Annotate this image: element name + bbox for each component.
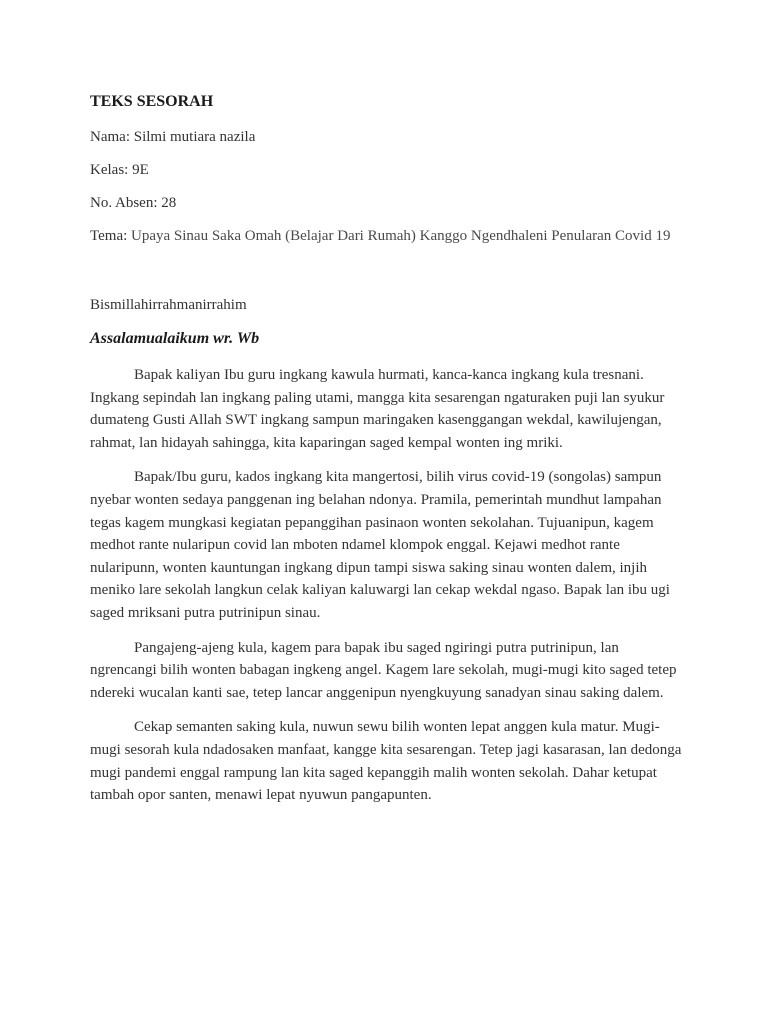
paragraph-2: Bapak/Ibu guru, kados ingkang kita mangertosi, bilih virus covid-19 (songolas) sampun nyebar wonten sedaya panggenan ing belahan ndonya. Pramila, pemerintah mundhut lampahan tegas kagem mungkasi kegiatan pepanggihan pasinaon wonten sekolahan. Tujuanipun, kagem medhot rante nularipun covid lan mboten ndamel klompok enggal. Kejawi medhot rante nularipunn, wonten kauntungan ingkang dipun tampi siswa saking sinau wonten dalem, injih meniko lare sekolah langkun celak kaliyan kaluwargi lan cekap wekdal ngaso. Bapak lan ibu ugi saged mriksani putra putrinipun sinau. bbox=[90, 469, 670, 621]
greeting-salam: Assalamualaikum wr. Wb bbox=[90, 330, 260, 347]
student-class: Kelas: 9E bbox=[90, 162, 149, 178]
paragraph-3: Pangajeng-ajeng kula, kagem para bapak ibu saged ngiringi putra putrinipun, lan ngrencangi bilih wonten babagan ingkeng angel. Kagem lare sekolah, mugi-mugi kito saged tetep ndereki wucalan kanti sae, tetep lancar anggenipun nyengkuyung sanadyan sinau saking dalem. bbox=[90, 639, 677, 701]
document-page bbox=[90, 92, 682, 819]
opening-basmala: Bismillahirrahmanirrahim bbox=[90, 297, 247, 313]
speech-theme bbox=[90, 226, 682, 247]
document-title: TEKS SESORAH bbox=[90, 93, 214, 110]
paragraph-4: Cekap semanten saking kula, nuwun sewu bilih wonten lepat anggen kula matur. Mugi-mugi sesorah kula ndadosaken manfaat, kangge kita sesarengan. Tetep jagi kasarasan, lan dedonga mugi pandemi enggal rampung lan kita saged kepanggih malih wonten sekolah. Dahar ketupat tambah opor santen, menawi lepat nyuwun pangapunten. bbox=[90, 719, 682, 804]
theme-value: Upaya Sinau Saka Omah (Belajar Dari Rumah) Kanggo Ngendhaleni Penularan Covid 19 bbox=[127, 228, 671, 244]
student-absence-number: No. Absen: 28 bbox=[90, 195, 177, 211]
student-name: Nama: Silmi mutiara nazila bbox=[90, 129, 256, 145]
paragraph-1: Bapak kaliyan Ibu guru ingkang kawula hurmati, kanca-kanca ingkang kula tresnani. Ingkang sepindah lan ingkang paling utami, mangga kita sesarengan ngaturaken puji lan syukur dumateng Gusti Allah SWT ingkang sampun maringaken kasenggangan wekdal, kawilujengan, rahmat, lan hidayah sahingga, kita kaparingan saged kempal wonten ing mriki. bbox=[90, 367, 665, 451]
theme-label: Tema: bbox=[90, 228, 128, 244]
